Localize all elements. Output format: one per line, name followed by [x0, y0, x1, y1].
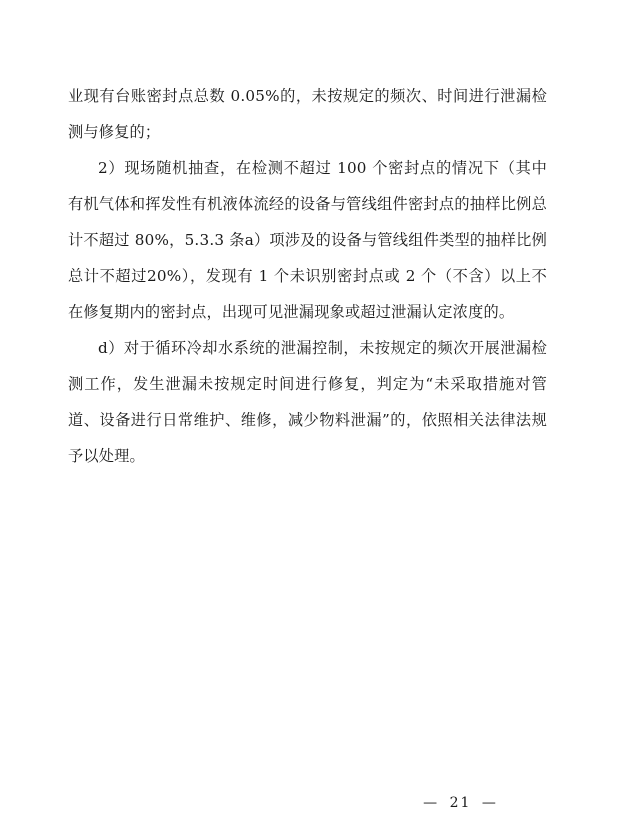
page-footer: [0, 795, 621, 811]
page-number: 21: [449, 795, 472, 811]
paragraph-item-2: 2）现场随机抽查，在检测不超过 100 个密封点的情况下（其中有机气体和挥发性有机液体流经的设备与管线组件密封点的抽样比例总计不超过 80%，5.3.3 条a）项涉及的设备与管线组件类型的抽样比例总计不超过20%），发现有 1 个未识别密封点或 2 个（不含）以上不在修复期内的密封点，出现可见泄漏现象或超过泄漏认定浓度的。: [68, 159, 547, 321]
paragraph-continued: 业现有台账密封点总数 0.05%的，未按规定的频次、时间进行泄漏检测与修复的；: [68, 87, 547, 141]
paragraph-item-d: d）对于循环冷却水系统的泄漏控制，未按规定的频次开展泄漏检测工作，发生泄漏未按规定时间进行修复，判定为“未采取措施对管道、设备进行日常维护、维修，减少物料泄漏”的，依照相关法律法规予以处理。: [68, 339, 547, 465]
footer-dash-left: —: [423, 795, 440, 811]
document-body: [68, 78, 547, 474]
page-footer-inner: [423, 795, 498, 811]
footer-dash-right: —: [481, 795, 498, 811]
